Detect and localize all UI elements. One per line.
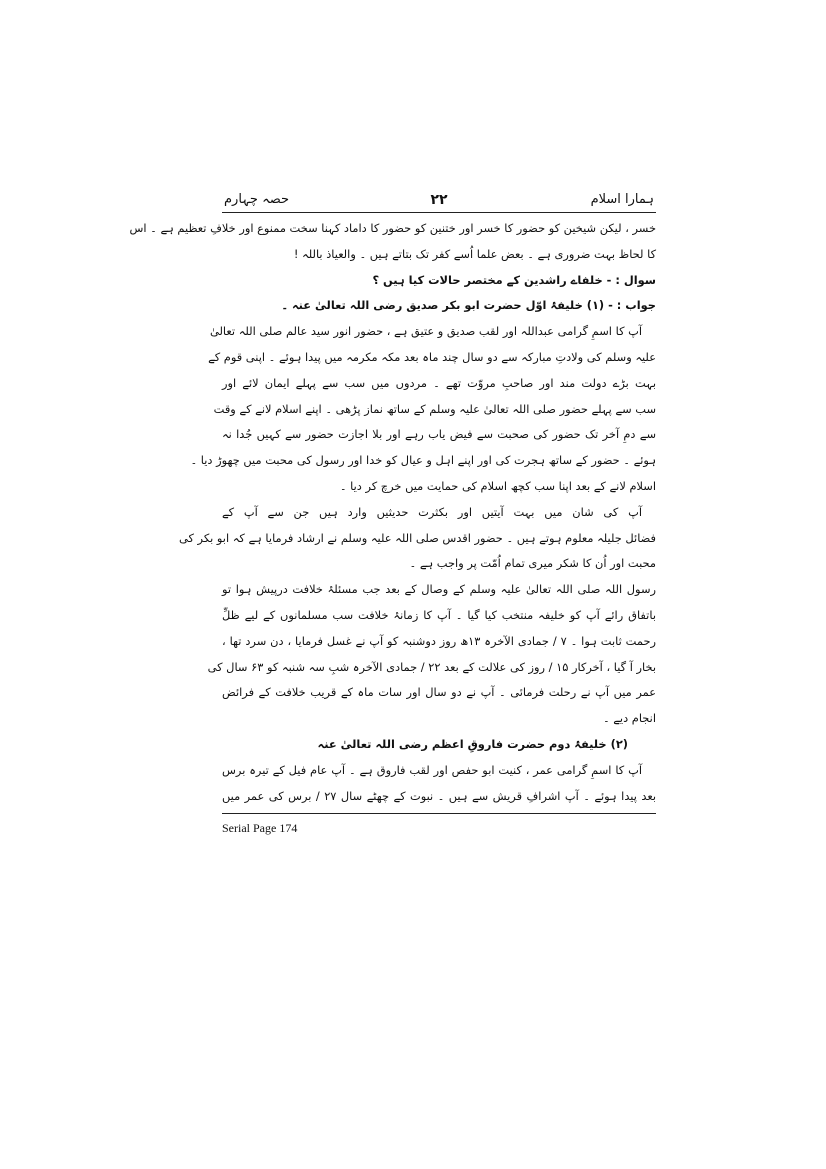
answer-heading: جواب : - (۱) خلیفۂ اوّل حضرت ابو بکر صدیق رضی اللہ تعالیٰ عنہ ۔ [281,298,656,313]
text-line: اسلام لانے کے بعد اپنا سب کچھ اسلام کی حمایت میں خرچ کر دیا ۔ [339,478,656,493]
section-heading: (۲) خلیفۂ دوم حضرت فاروقِ اعظم رضی اللہ تعالیٰ عنہ [317,736,628,751]
header-rule [222,212,656,213]
text-line: سب سے پہلے حضور صلی اللہ تعالیٰ علیہ وسلم کے ساتھ نماز پڑھی ۔ اپنے اسلام لانے کے وقت [213,401,656,416]
text-line: رسول اللہ صلی اللہ تعالیٰ علیہ وسلم کے وصال کے بعد جب مسئلۂ خلافت درپیش ہوا تو [222,582,656,597]
text-line: ہوئے ۔ حضور کے ساتھ ہجرت کی اور اپنے اہل و عیال کو خدا اور رسول کی محبت میں چھوڑ دیا ۔ [190,453,656,468]
text-line: خسر ، لیکن شیخین کو حضور کا خسر اور ختنین کو حضور کا داماد کہنا سخت ممنوع اور خلافِ تعظیم ہے ۔ اس [129,221,656,235]
text-line: علیہ وسلم کی ولادتِ مبارکہ سے دو سال چند ماہ بعد مکہ مکرمہ میں پیدا ہوئے ۔ اپنی قوم کے [208,349,656,364]
book-title: ہمارا اسلام [590,192,654,207]
text-line: آپ کا اسمِ گرامی عبداللہ اور لقب صدیق و عتیق ہے ، حضور انور سید عالم صلی اللہ تعالیٰ [209,324,642,339]
text-line: باتفاق رائے آپ کو خلیفہ منتخب کیا گیا ۔ آپ کا زمانۂ خلافت سب مسلمانوں کے لیے ظلِّ [222,607,656,622]
text-line: بہت بڑے دولت مند اور صاحبِ مروّت تھے ۔ مردوں میں سب سے پہلے ایمان لائے اور [222,375,656,390]
text-line: فضائل جلیلہ معلوم ہوتے ہیں ۔ حضور اقدس صلی اللہ علیہ وسلم نے ارشاد فرمایا ہے کہ ابو بکر کی [179,530,656,545]
part-label: حصہ چہارم [224,192,289,207]
page-number: ۲۲ [430,192,448,208]
text-line: کا لحاظ بہت ضروری ہے ۔ بعض علما اُسے کفر تک بتاتے ہیں ۔ والعیاذ باللہ ! [293,246,656,261]
question-heading: سوال : - خلفاے راشدین کے مختصر حالات کیا ہیں ؟ [372,272,656,287]
text-line: بعد پیدا ہوئے ۔ آپ اشرافِ قریش سے ہیں ۔ نبوت کے چھٹے سال ۲۷ / برس کی عمر میں [222,788,656,803]
text-line: انجام دیے ۔ [602,711,656,726]
running-head [222,190,656,212]
text-line: آپ کا اسمِ گرامی عمر ، کنیت ابو حفص اور لقب فاروق ہے ۔ آپ عام فیل کے تیرہ برس [222,762,642,777]
text-line: رحمت ثابت ہوا ۔ ۷ / جمادی الآخرہ ۱۳ھ روز دوشنبہ کو آپ نے غسل فرمایا ، دن سرد تھا ، [222,633,656,648]
text-line: عمر میں آپ نے رحلت فرمائی ۔ آپ نے دو سال اور سات ماہ کے قریب خلافت کے فرائض [222,685,656,700]
body-text [129,216,656,809]
text-line: محبت اور اُن کا شکر میری تمام اُمّت پر واجب ہے ۔ [409,556,656,571]
page-area [129,190,656,836]
serial-page: Serial Page 174 [222,821,298,836]
text-line: بخار آ گیا ، آخرکار ۱۵ / روز کی علالت کے بعد ۲۲ / جمادی الآخرہ شبِ سہ شنبہ کو ۶۳ سال کی [207,659,656,674]
text-line: آپ کی شان میں بہت آیتیں اور بکثرت حدیثیں وارد ہیں جن سے آپ کے [222,504,642,519]
footer [222,813,656,836]
text-line: سے دمِ آخر تک حضور کی صحبت سے فیض یاب رہے اور بلا اجازت حضور سے کہیں جُدا نہ [222,427,656,442]
